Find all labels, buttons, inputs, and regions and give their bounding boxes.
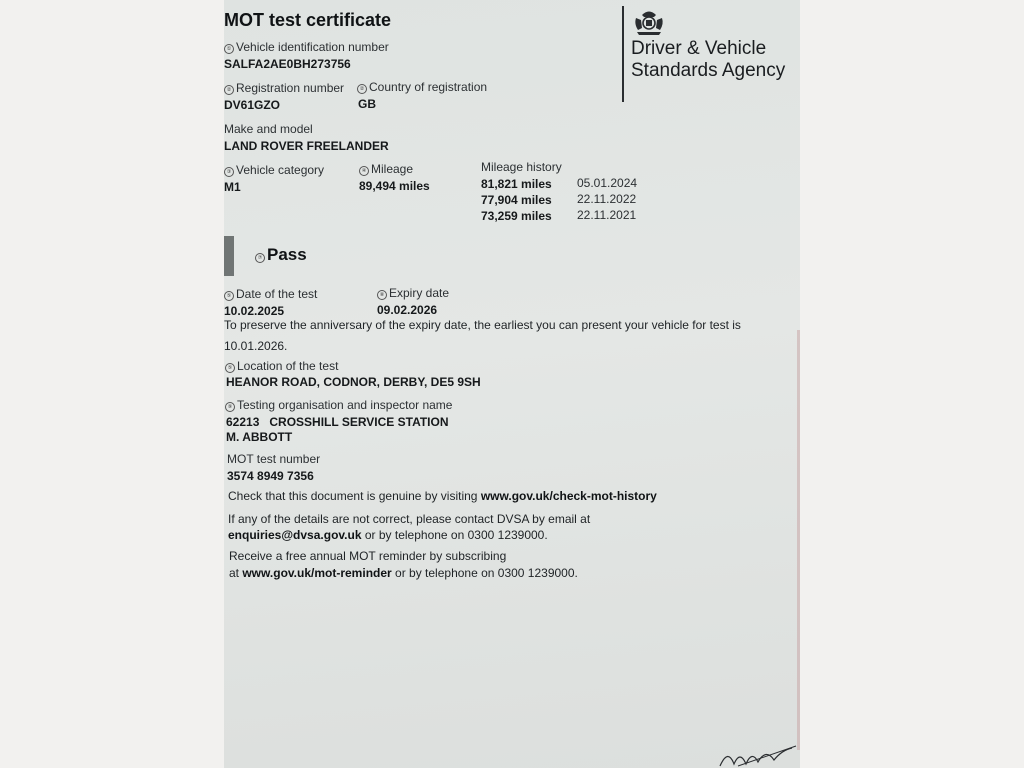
contact-phone-text: or by telephone on 0300 1239000.: [361, 528, 548, 542]
test-number-label: MOT test number: [227, 452, 321, 466]
contact-details: [228, 528, 548, 542]
inspector-name: M. ABBOTT: [226, 430, 293, 444]
field-number: ⑤: [225, 363, 235, 373]
location-value: HEANOR ROAD, CODNOR, DERBY, DE5 9SH: [226, 375, 481, 389]
vin-label-text: Vehicle identification number: [236, 40, 389, 54]
history-date: 22.11.2021: [577, 208, 637, 222]
category-label-text: Vehicle category: [236, 163, 325, 177]
history-date: 05.01.2024: [577, 176, 638, 190]
testing-org-label: [225, 398, 452, 412]
field-number: ⑦: [255, 253, 265, 263]
expiry-date-label-text: Expiry date: [389, 286, 450, 300]
make-model-label: Make and model: [224, 122, 313, 136]
testing-org-value: 62213 CROSSHILL SERVICE STATION: [226, 415, 449, 429]
check-genuine-text: [228, 489, 657, 503]
email-link[interactable]: enquiries@dvsa.gov.uk: [228, 528, 362, 542]
pass-label: Pass: [267, 245, 307, 264]
contact-line: If any of the details are not correct, please contact DVSA by email at: [228, 512, 591, 526]
vin-label: [224, 40, 389, 54]
field-number: ④: [359, 166, 369, 176]
test-date-label-text: Date of the test: [236, 287, 318, 301]
history-date: 22.11.2022: [577, 192, 637, 206]
logo-divider: [622, 6, 624, 102]
history-miles: 77,904 miles: [481, 193, 552, 207]
field-number: ⑤: [224, 291, 234, 301]
reminder-prefix: at: [229, 566, 243, 580]
registration-label-text: Registration number: [236, 81, 345, 95]
field-number: ⑧: [377, 290, 387, 300]
country-label-text: Country of registration: [369, 80, 488, 94]
mot-reminder-link[interactable]: www.gov.uk/mot-reminder: [242, 566, 392, 580]
test-date-label: [224, 287, 317, 301]
check-text: Check that this document is genuine by visiting: [228, 489, 481, 503]
royal-coat-of-arms-icon: [632, 6, 666, 41]
location-label: [225, 359, 338, 373]
make-model-value: LAND ROVER FREELANDER: [224, 139, 389, 153]
field-number: ③: [224, 167, 234, 177]
mileage-label-text: Mileage: [371, 162, 414, 176]
anniversary-note: To preserve the anniversary of the expiry date, the earliest you can present your vehicle for test is: [224, 318, 741, 332]
signature-scribble: [718, 744, 798, 768]
category-value: M1: [224, 180, 241, 194]
country-value: GB: [358, 97, 376, 111]
mileage-value: 89,494 miles: [359, 179, 430, 193]
testing-org-label-text: Testing organisation and inspector name: [237, 398, 453, 412]
reminder-details: [229, 566, 578, 580]
history-miles: 81,821 miles: [481, 177, 552, 191]
registration-value: DV61GZO: [224, 98, 281, 112]
vin-value: SALFA2AE0BH273756: [224, 57, 351, 71]
history-miles: 73,259 miles: [481, 209, 552, 223]
field-number: ⑨: [225, 402, 235, 412]
expiry-date-label: [377, 286, 449, 300]
agency-name: Driver & Vehicle Standards Agency: [631, 38, 786, 81]
test-number-value: 3574 8949 7356: [227, 469, 314, 483]
test-date-value: 10.02.2025: [224, 304, 285, 318]
category-label: [224, 163, 324, 177]
certificate-title: MOT test certificate: [224, 10, 392, 30]
country-label: [357, 80, 487, 94]
check-mot-history-link[interactable]: www.gov.uk/check-mot-history: [480, 489, 657, 503]
earliest-test-date: 10.01.2026.: [224, 339, 288, 353]
mileage-label: [359, 162, 413, 176]
location-label-text: Location of the test: [237, 359, 339, 373]
expiry-date-value: 09.02.2026: [377, 303, 438, 317]
registration-label: [224, 81, 344, 95]
result-bar: [224, 236, 234, 276]
result-status: [255, 245, 307, 265]
paper-edge: [797, 330, 800, 750]
mileage-history-label: Mileage history: [481, 160, 562, 174]
field-number: ②: [224, 85, 234, 95]
field-number: ②: [357, 84, 367, 94]
reminder-line: Receive a free annual MOT reminder by subscribing: [229, 549, 507, 563]
reminder-phone-text: or by telephone on 0300 1239000.: [391, 566, 578, 580]
mot-certificate-page: [224, 0, 800, 768]
field-number: ①: [224, 44, 234, 54]
